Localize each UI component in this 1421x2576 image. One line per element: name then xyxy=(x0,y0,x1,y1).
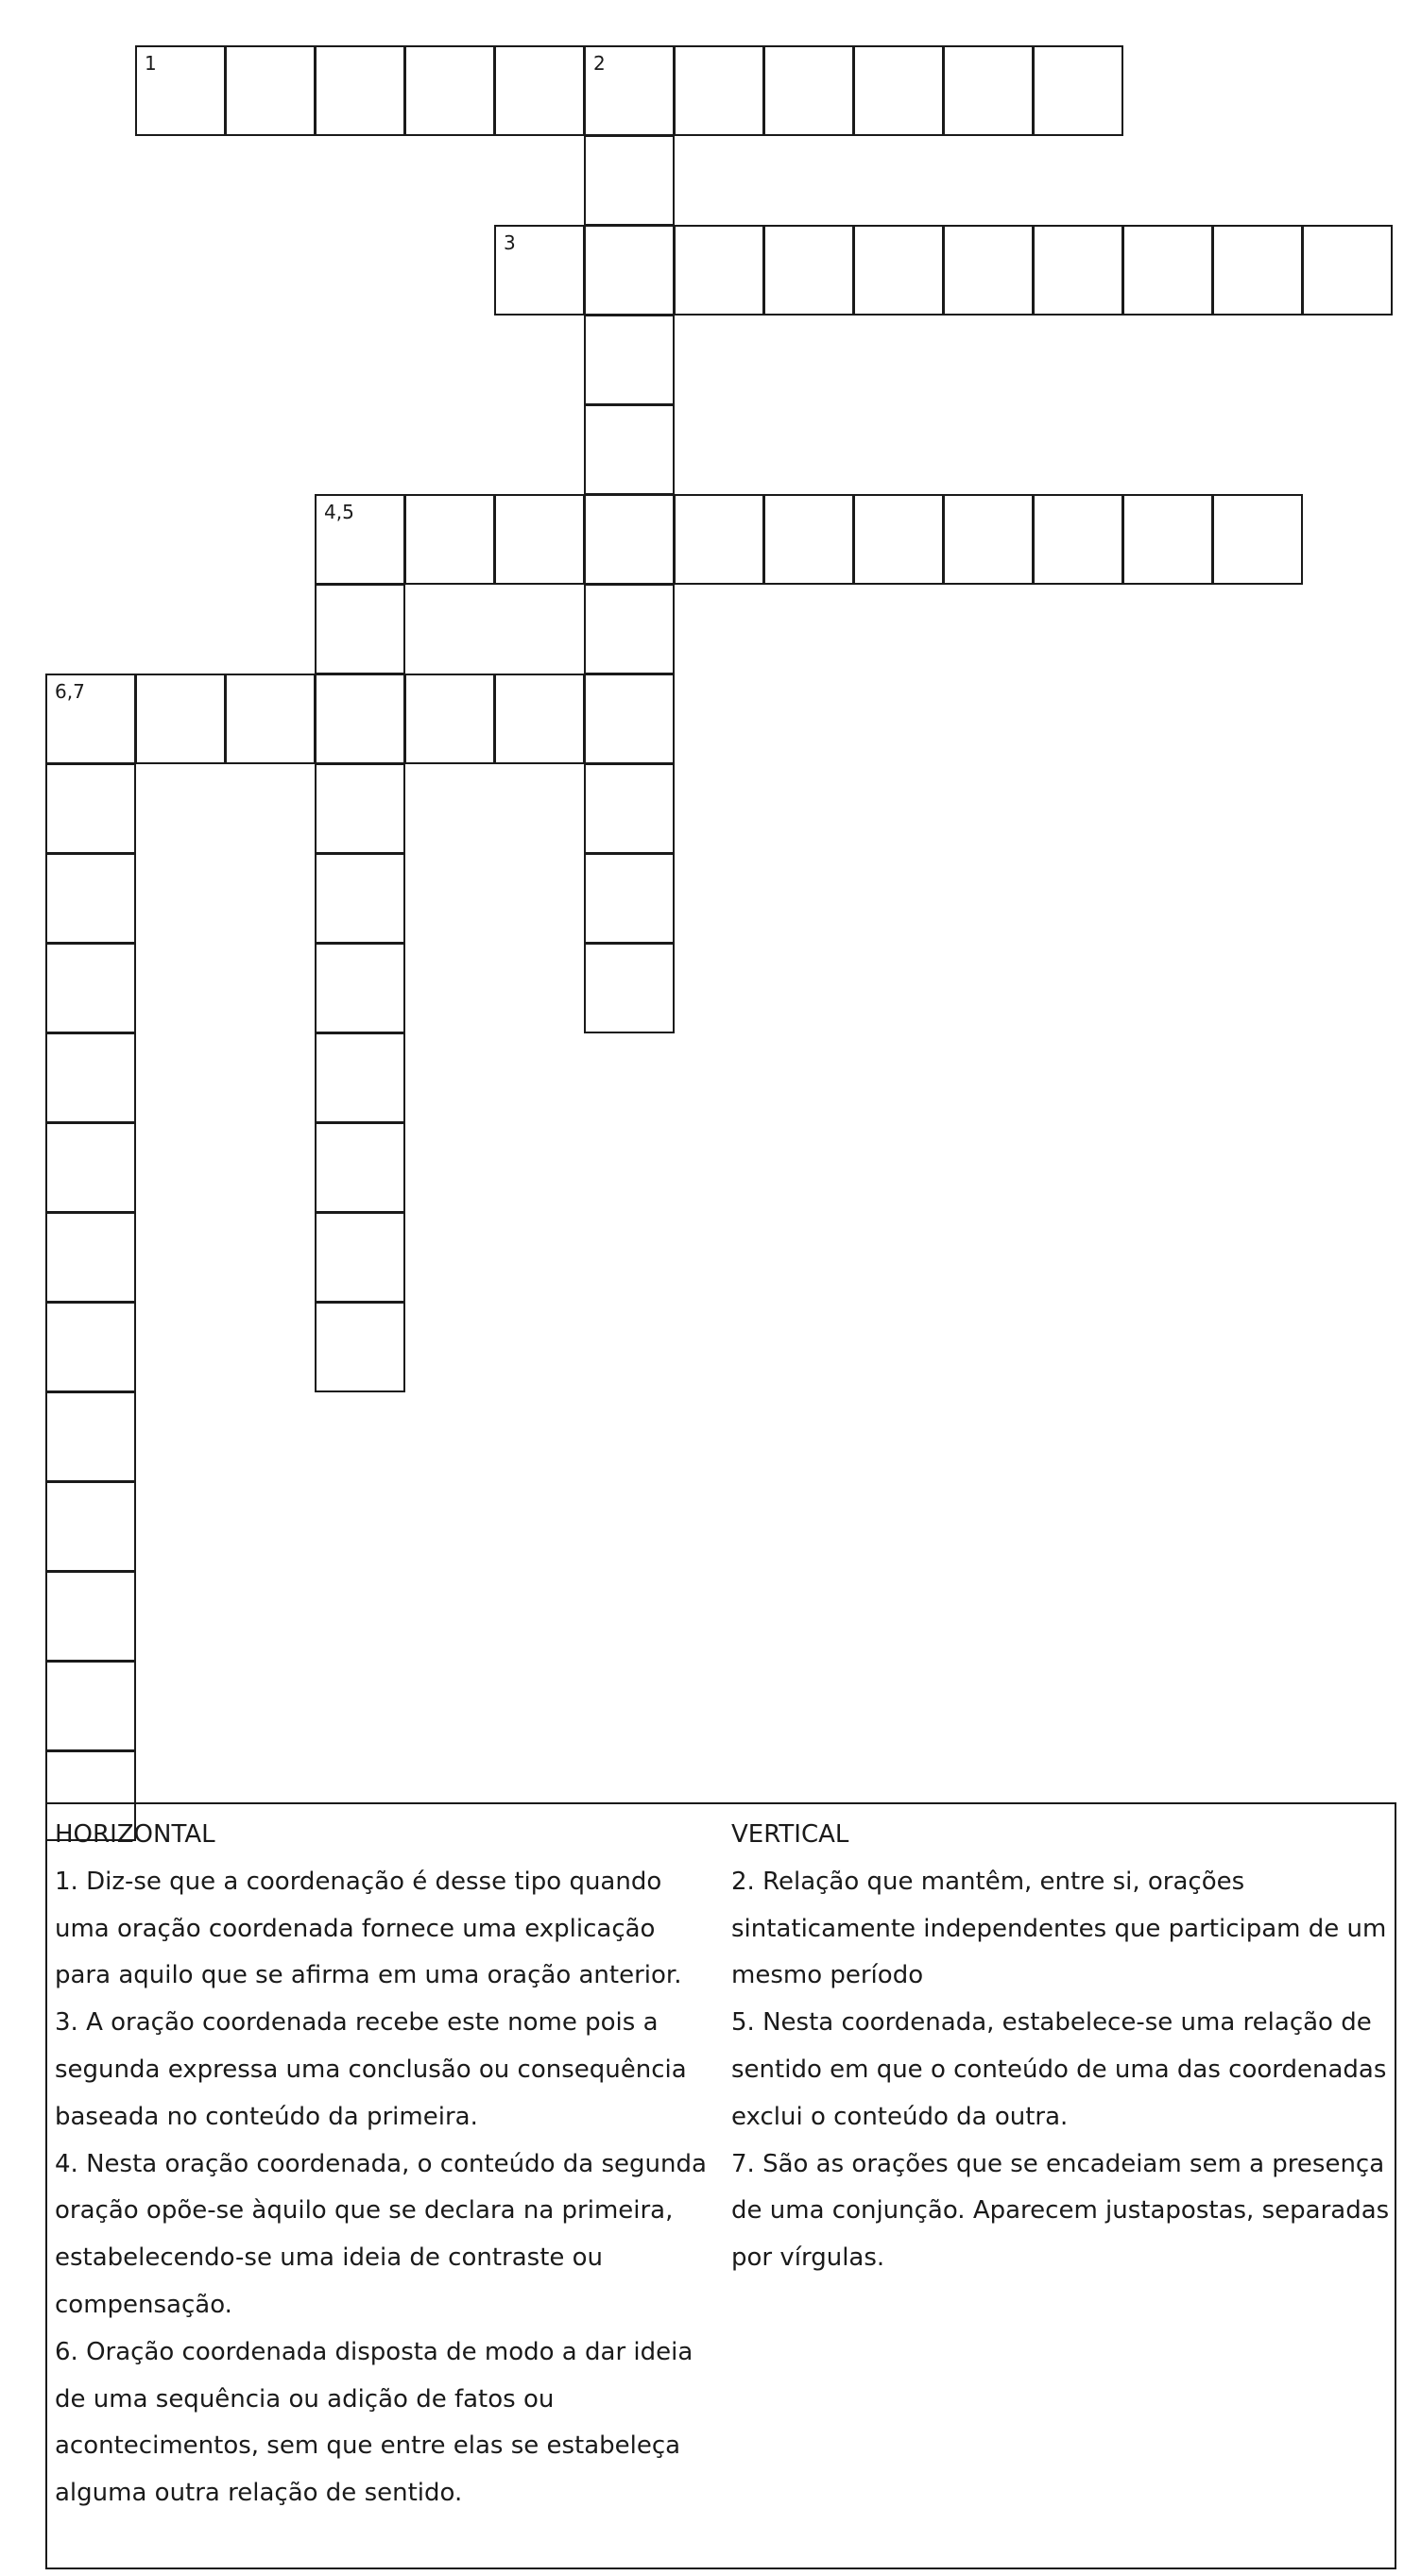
cell-number-label: 3 xyxy=(504,231,516,254)
crossword-cell[interactable] xyxy=(315,1122,405,1213)
clue-horizontal-1: 1. Diz-se que a coordenação é desse tipo quando uma oração coordenada fornece uma explicação para aquilo que se afirma em uma oração anterior. xyxy=(55,1867,682,1990)
crossword-cell[interactable] xyxy=(315,674,405,764)
crossword-cell[interactable] xyxy=(584,763,675,854)
clues-horizontal xyxy=(55,1812,716,2517)
crossword-cell[interactable] xyxy=(584,135,675,226)
crossword-cell[interactable] xyxy=(1212,494,1303,585)
crossword-cell[interactable] xyxy=(584,494,675,585)
crossword-cell[interactable] xyxy=(45,1481,136,1572)
crossword-cell[interactable] xyxy=(45,674,136,764)
clue-horizontal-3: 3. A oração coordenada recebe este nome pois a segunda expressa uma conclusão ou consequência baseada no conteúdo da primeira. xyxy=(55,2008,687,2131)
crossword-cell[interactable] xyxy=(584,225,675,316)
crossword-cell[interactable] xyxy=(404,45,495,136)
cell-number-label: 2 xyxy=(593,52,606,75)
crossword-cell[interactable] xyxy=(45,1661,136,1751)
crossword-cell[interactable] xyxy=(494,225,585,316)
crossword-cell[interactable] xyxy=(1212,225,1303,316)
crossword-cell[interactable] xyxy=(674,494,764,585)
crossword-cell[interactable] xyxy=(315,763,405,854)
crossword-cell[interactable] xyxy=(674,225,764,316)
clue-horizontal-6: 6. Oração coordenada disposta de modo a dar ideia de uma sequência ou adição de fatos ou acontecimentos, sem que entre elas se estabeleça alguma outra relação de sentido. xyxy=(55,2337,693,2508)
crossword-cell[interactable] xyxy=(494,45,585,136)
clue-horizontal-4: 4. Nesta oração coordenada, o conteúdo da segunda oração opõe-se àquilo que se declara na primeira, estabelecendo-se uma ideia de contraste ou compensação. xyxy=(55,2149,707,2319)
crossword-cell[interactable] xyxy=(45,943,136,1033)
crossword-cell[interactable] xyxy=(584,315,675,405)
crossword-cell[interactable] xyxy=(494,674,585,764)
crossword-cell[interactable] xyxy=(45,1122,136,1213)
crossword-cell[interactable] xyxy=(45,1212,136,1303)
crossword-cell[interactable] xyxy=(404,494,495,585)
clue-vertical-2: 2. Relação que mantêm, entre si, orações sintaticamente independentes que participam de um mesmo período xyxy=(731,1867,1387,1990)
crossword-cell[interactable] xyxy=(315,1032,405,1123)
crossword-cell[interactable] xyxy=(494,494,585,585)
crossword-cell[interactable] xyxy=(674,45,764,136)
crossword-cell[interactable] xyxy=(45,1571,136,1662)
crossword-cell[interactable] xyxy=(225,45,316,136)
crossword-cell[interactable] xyxy=(45,1302,136,1392)
crossword-cell[interactable] xyxy=(135,674,226,764)
crossword-cell[interactable] xyxy=(315,45,405,136)
crossword-cell[interactable] xyxy=(45,763,136,854)
clues-horizontal-heading: HORIZONTAL xyxy=(55,1820,215,1849)
crossword-cell[interactable] xyxy=(584,584,675,674)
crossword-cell[interactable] xyxy=(853,225,944,316)
crossword-cell[interactable] xyxy=(584,943,675,1033)
clue-vertical-5: 5. Nesta coordenada, estabelece-se uma relação de sentido em que o conteúdo de uma das coordenadas exclui o conteúdo da outra. xyxy=(731,2008,1387,2131)
crossword-cell[interactable] xyxy=(1033,494,1123,585)
crossword-cell[interactable] xyxy=(135,45,226,136)
crossword-cell[interactable] xyxy=(45,1032,136,1123)
crossword-cell[interactable] xyxy=(315,494,405,585)
crossword-cell[interactable] xyxy=(943,45,1034,136)
clues-vertical-heading: VERTICAL xyxy=(731,1820,849,1849)
crossword-cell[interactable] xyxy=(1302,225,1393,316)
crossword-cell[interactable] xyxy=(763,225,854,316)
crossword-cell[interactable] xyxy=(853,45,944,136)
crossword-cell[interactable] xyxy=(943,494,1034,585)
crossword-cell[interactable] xyxy=(584,853,675,944)
crossword-cell[interactable] xyxy=(315,1212,405,1303)
cell-number-label: 1 xyxy=(145,52,157,75)
crossword-cell[interactable] xyxy=(315,1302,405,1392)
crossword-cell[interactable] xyxy=(763,494,854,585)
crossword-cell[interactable] xyxy=(315,853,405,944)
crossword-cell[interactable] xyxy=(1122,494,1213,585)
clues-vertical xyxy=(731,1812,1393,2282)
crossword-cell[interactable] xyxy=(584,45,675,136)
cell-number-label: 6,7 xyxy=(55,680,85,703)
cell-number-label: 4,5 xyxy=(324,501,354,523)
crossword-cell[interactable] xyxy=(584,404,675,495)
crossword-cell[interactable] xyxy=(584,674,675,764)
crossword-cell[interactable] xyxy=(763,45,854,136)
crossword-cell[interactable] xyxy=(1122,225,1213,316)
crossword-cell[interactable] xyxy=(225,674,316,764)
crossword-cell[interactable] xyxy=(1033,45,1123,136)
clues-box xyxy=(45,1802,1396,2569)
crossword-cell[interactable] xyxy=(45,853,136,944)
crossword-cell[interactable] xyxy=(315,943,405,1033)
crossword-cell[interactable] xyxy=(404,674,495,764)
crossword-cell[interactable] xyxy=(853,494,944,585)
crossword-cell[interactable] xyxy=(943,225,1034,316)
clue-vertical-7: 7. São as orações que se encadeiam sem a presença de uma conjunção. Aparecem justapostas, separadas por vírgulas. xyxy=(731,2149,1390,2273)
crossword-cell[interactable] xyxy=(45,1391,136,1482)
crossword-cell[interactable] xyxy=(315,584,405,674)
crossword-cell[interactable] xyxy=(1033,225,1123,316)
